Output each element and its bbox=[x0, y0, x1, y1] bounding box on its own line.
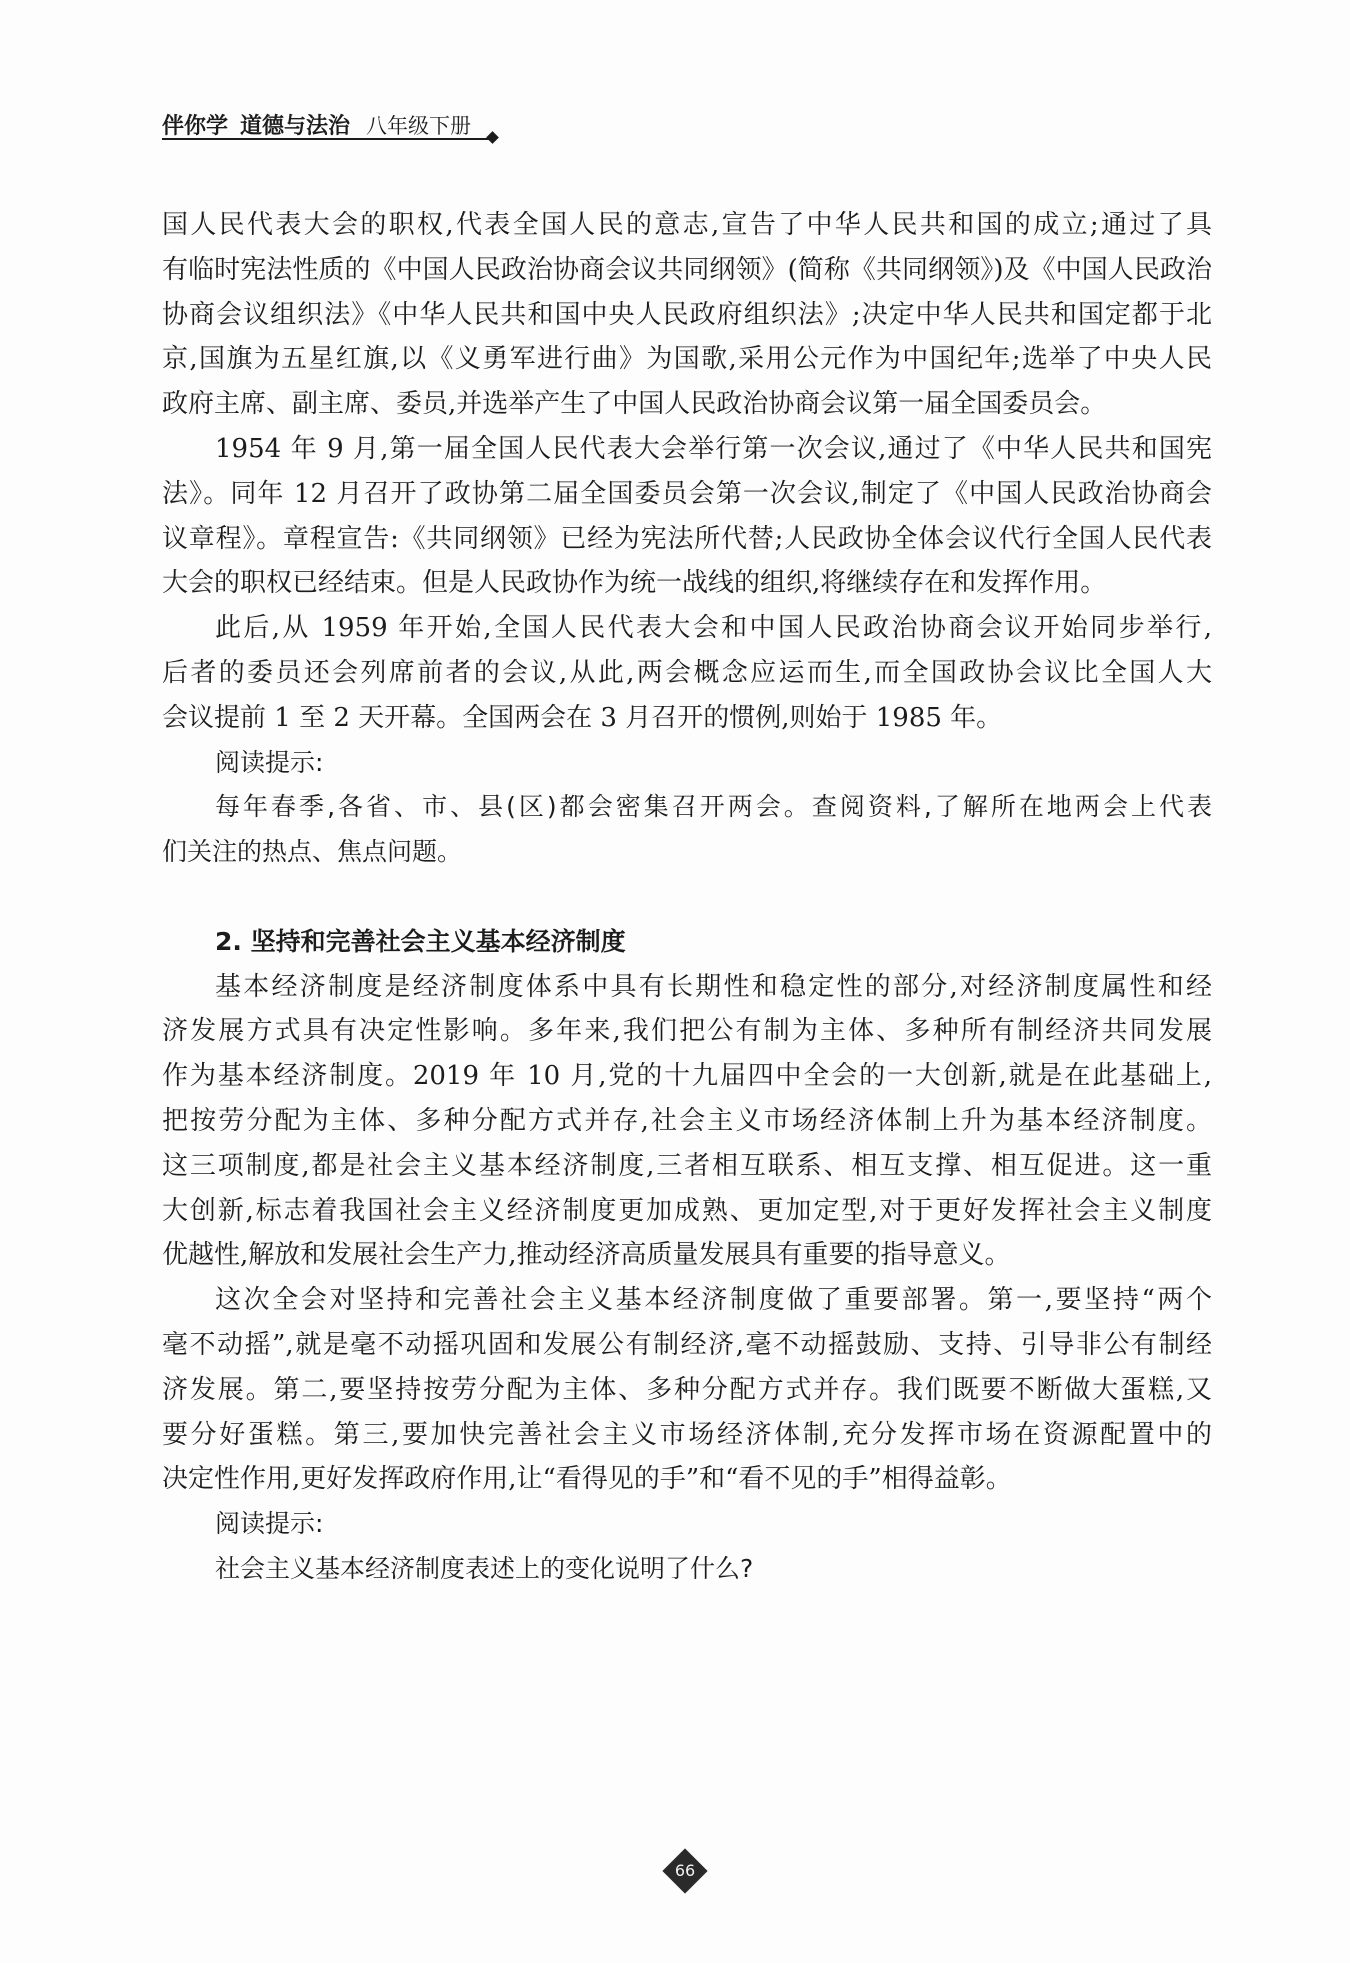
paragraph-line: 此后,从 1959 年开始,全国人民代表大会和中国人民政治协商会议开始同步举行, bbox=[215, 613, 1212, 644]
paragraph-line: 决定性作用,更好发挥政府作用,让“看得见的手”和“看不见的手”相得益彰。 bbox=[162, 1464, 1012, 1495]
paragraph-line: 议章程》。章程宣告:《共同纲领》已经为宪法所代替;人民政协全体会议代行全国人民代表 bbox=[162, 523, 1212, 554]
body-text bbox=[162, 203, 1212, 1592]
paragraph-line: 这三项制度,都是社会主义基本经济制度,三者相互联系、相互支撑、相互促进。这一重 bbox=[162, 1150, 1212, 1181]
paragraph-line: 作为基本经济制度。2019 年 10 月,党的十九届四中全会的一大创新,就是在此基础上, bbox=[162, 1061, 1212, 1092]
running-header bbox=[162, 106, 471, 140]
reading-hint-line: 社会主义基本经济制度表述上的变化说明了什么? bbox=[215, 1553, 754, 1583]
page-number: 66 bbox=[674, 1861, 696, 1880]
paragraph-line: 济发展方式具有决定性影响。多年来,我们把公有制为主体、多种所有制经济共同发展 bbox=[162, 1016, 1212, 1047]
paragraph-line: 国人民代表大会的职权,代表全国人民的意志,宣告了中华人民共和国的成立;通过了具 bbox=[162, 210, 1212, 240]
paragraph-line: 京,国旗为五星红旗,以《义勇军进行曲》为国歌,采用公元作为中国纪年;选举了中央人民 bbox=[162, 344, 1212, 375]
paragraph-line: 优越性,解放和发展社会生产力,推动经济高质量发展具有重要的指导意义。 bbox=[162, 1240, 1011, 1271]
diamond-icon bbox=[486, 131, 499, 144]
reading-hint-label: 阅读提示: bbox=[215, 1509, 324, 1539]
paragraph-line: 法》。同年 12 月召开了政协第二届全国委员会第一次会议,制定了《中国人民政治协商会 bbox=[162, 478, 1212, 509]
paragraph-line: 1954 年 9 月,第一届全国人民代表大会举行第一次会议,通过了《中华人民共和国宪 bbox=[215, 433, 1212, 464]
paragraph-line: 要分好蛋糕。第三,要加快完善社会主义市场经济体制,充分发挥市场在资源配置中的 bbox=[162, 1419, 1212, 1450]
paragraph-line: 大创新,标志着我国社会主义经济制度更加成熟、更加定型,对于更好发挥社会主义制度 bbox=[162, 1195, 1212, 1226]
page-number-badge bbox=[662, 1848, 708, 1894]
grade-label: 八年级下册 bbox=[366, 114, 472, 138]
paragraph-line: 这次全会对坚持和完善社会主义基本经济制度做了重要部署。第一,要坚持“两个 bbox=[215, 1285, 1212, 1316]
paragraph-line: 会议提前 1 至 2 天开幕。全国两会在 3 月召开的惯例,则始于 1985 年。 bbox=[162, 702, 1003, 733]
reading-hint-label: 阅读提示: bbox=[215, 747, 324, 777]
reading-hint-line: 们关注的热点、焦点问题。 bbox=[162, 837, 463, 867]
section-heading: 2. 坚持和完善社会主义基本经济制度 bbox=[215, 926, 626, 956]
paragraph-line: 大会的职权已经结束。但是人民政协作为统一战线的组织,将继续存在和发挥作用。 bbox=[162, 568, 1107, 599]
paragraph-line: 济发展。第二,要坚持按劳分配为主体、多种分配方式并存。我们既要不断做大蛋糕,又 bbox=[162, 1374, 1212, 1405]
series-brand: 伴你学 bbox=[162, 114, 229, 139]
paragraph-line: 后者的委员还会列席前者的会议,从此,两会概念应运而生,而全国政协会议比全国人大 bbox=[162, 657, 1212, 688]
paragraph-line: 把按劳分配为主体、多种分配方式并存,社会主义市场经济体制上升为基本经济制度。 bbox=[162, 1105, 1212, 1136]
paragraph-line: 基本经济制度是经济制度体系中具有长期性和稳定性的部分,对经济制度属性和经 bbox=[215, 971, 1212, 1002]
paragraph-line: 协商会议组织法》《中华人民共和国中央人民政府组织法》;决定中华人民共和国定都于北 bbox=[162, 299, 1212, 330]
paragraph-line: 毫不动摇”,就是毫不动摇巩固和发展公有制经济,毫不动摇鼓励、支持、引导非公有制经 bbox=[162, 1329, 1212, 1360]
header-rule bbox=[162, 138, 492, 140]
paragraph-line: 有临时宪法性质的《中国人民政治协商会议共同纲领》(简称《共同纲领》)及《中国人民政治 bbox=[162, 254, 1212, 285]
subject-title: 道德与法治 bbox=[240, 114, 351, 139]
reading-hint-line: 每年春季,各省、市、县(区)都会密集召开两会。查阅资料,了解所在地两会上代表 bbox=[215, 792, 1212, 822]
paragraph-line: 政府主席、副主席、委员,并选举产生了中国人民政治协商会议第一届全国委员会。 bbox=[162, 389, 1107, 420]
